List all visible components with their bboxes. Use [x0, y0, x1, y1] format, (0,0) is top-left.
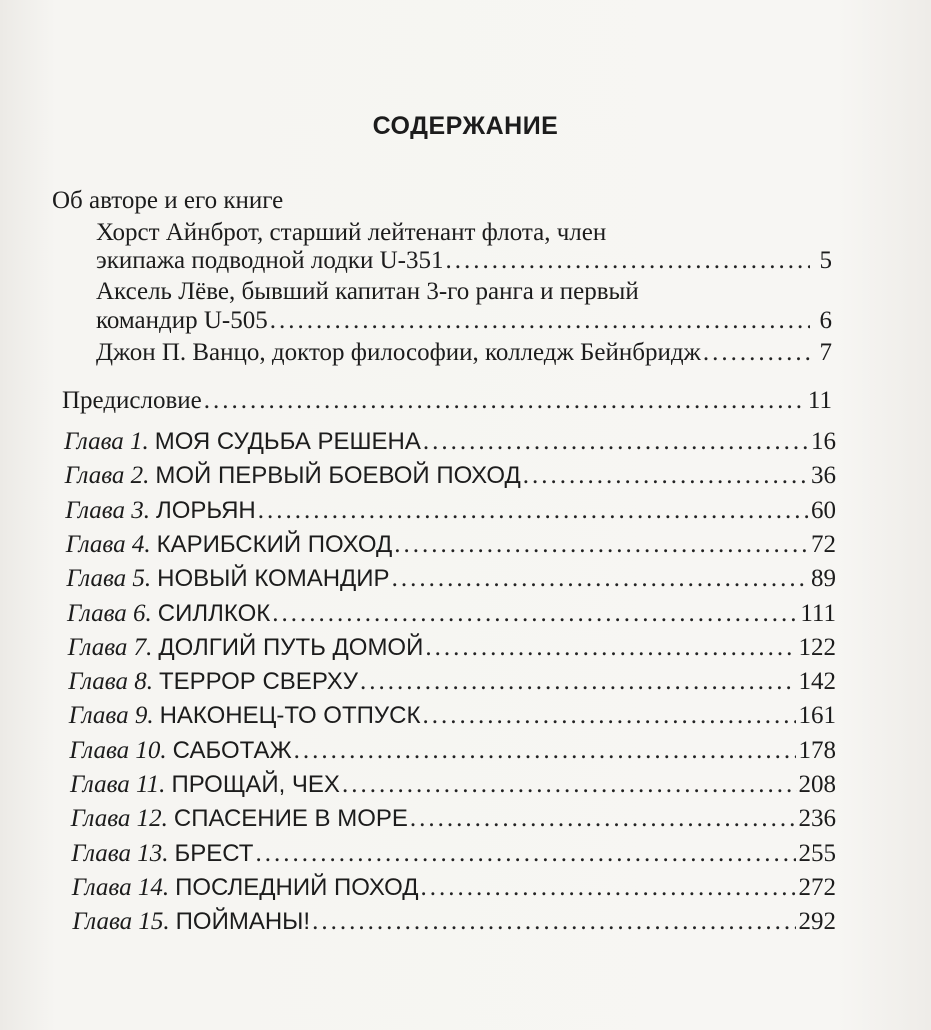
leader-dots	[703, 338, 810, 368]
chapter-title: НАКОНЕЦ-ТО ОТПУСК	[159, 702, 421, 730]
chapter-label: Глава 8.	[68, 668, 153, 696]
leader-dots	[258, 496, 809, 526]
chapter-label: Глава 6.	[67, 599, 152, 627]
about-entry-1-line1: Хорст Айнброт, старший лейтенант флота, член	[96, 219, 607, 246]
page-number: 142	[798, 668, 836, 696]
page-number: 178	[798, 736, 836, 764]
page-number: 36	[810, 462, 836, 490]
toc-row-chapter[interactable]	[69, 701, 836, 731]
leader-dots	[294, 736, 797, 766]
page-number: 111	[800, 599, 836, 627]
chapter-label: Глава 4.	[65, 530, 151, 558]
leader-dots	[410, 804, 797, 834]
leader-dots	[342, 770, 797, 800]
leader-dots	[312, 907, 796, 937]
leader-dots	[422, 701, 796, 731]
chapter-title: БРЕСТ	[174, 839, 254, 867]
chapter-title: ЛОРЬЯН	[155, 496, 256, 524]
leader-dots	[523, 461, 809, 491]
toc-row-chapter[interactable]	[72, 907, 836, 937]
leader-dots	[423, 427, 809, 457]
page-number: 11	[807, 387, 832, 414]
toc-row-chapter[interactable]	[65, 461, 836, 491]
toc-row-about-3[interactable]	[96, 338, 832, 368]
about-entry-2-line2: командир U-505	[96, 307, 268, 334]
leader-dots	[360, 667, 796, 697]
toc-row-chapter[interactable]	[67, 599, 836, 629]
chapter-label: Глава 13.	[71, 839, 169, 867]
toc-row-about-1[interactable]	[96, 246, 832, 276]
toc-row-chapter[interactable]	[69, 736, 836, 766]
chapter-label: Глава 5.	[66, 565, 152, 593]
chapter-label: Глава 14.	[71, 873, 170, 901]
chapter-title: КАРИБСКИЙ ПОХОД	[156, 530, 393, 558]
toc-row-about-2[interactable]	[96, 306, 832, 336]
toc-heading: СОДЕРЖАНИЕ	[372, 112, 559, 140]
toc-row-chapter[interactable]	[65, 496, 836, 526]
page-number: 16	[811, 428, 836, 455]
leader-dots	[255, 839, 796, 869]
about-entry-3-text: Джон П. Ванцо, доктор философии, колледж Бейнбридж	[96, 339, 701, 366]
chapter-label: Глава 3.	[65, 496, 150, 524]
page-number: 6	[819, 307, 832, 334]
about-entry-1-line2: экипажа подводной лодки U-351	[96, 247, 444, 274]
chapter-label: Глава 2.	[64, 462, 150, 490]
leader-dots	[270, 306, 810, 336]
leader-dots	[392, 564, 809, 594]
leader-dots	[394, 530, 809, 560]
preface-title: Предисловие	[62, 387, 202, 414]
toc-row-chapter[interactable]	[71, 839, 836, 869]
page-number: 272	[798, 873, 836, 901]
chapter-label: Глава 11.	[70, 771, 166, 798]
page-number: 89	[810, 565, 836, 593]
chapter-title: ПОЙМАНЫ!	[175, 908, 311, 936]
toc-row-chapter[interactable]	[68, 633, 836, 663]
page-number: 255	[798, 839, 836, 867]
chapter-label: Глава 10.	[69, 736, 167, 764]
chapter-title: ДОЛГИЙ ПУТЬ ДОМОЙ	[158, 633, 424, 661]
toc-row-chapter[interactable]	[71, 804, 836, 834]
chapter-title: ПРОЩАЙ, ЧЕХ	[171, 771, 340, 798]
leader-dots	[272, 599, 798, 629]
leader-dots	[204, 386, 806, 416]
toc-row-chapter[interactable]	[64, 427, 836, 457]
chapter-title: НОВЫЙ КОМАНДИР	[157, 565, 390, 593]
page-number: 292	[798, 908, 836, 936]
page-number: 122	[798, 633, 836, 661]
leader-dots	[425, 633, 796, 663]
chapter-label: Глава 15.	[72, 908, 170, 936]
chapter-title: МОЯ СУДЬБА РЕШЕНА	[154, 428, 421, 455]
page-number: 208	[798, 771, 836, 798]
about-author-title: Об авторе и его книге	[52, 187, 284, 214]
toc-row-chapter[interactable]	[66, 564, 836, 594]
chapter-title: СПАСЕНИЕ В МОРЕ	[173, 805, 408, 833]
chapter-title: СИЛЛКОК	[157, 599, 271, 627]
page-number: 72	[810, 530, 836, 558]
chapter-title: САБОТАЖ	[172, 736, 292, 764]
chapter-title: МОЙ ПЕРВЫЙ БОЕВОЙ ПОХОД	[155, 462, 521, 490]
chapter-label: Глава 1.	[64, 428, 149, 455]
leader-dots	[446, 246, 811, 276]
chapter-label: Глава 7.	[67, 633, 153, 661]
toc-row-chapter[interactable]	[66, 530, 836, 560]
chapter-title: ПОСЛЕДНИЙ ПОХОД	[175, 873, 419, 901]
toc-row-preface[interactable]	[62, 386, 832, 416]
leader-dots	[421, 873, 797, 903]
about-entry-2-line1: Аксель Лёве, бывший капитан 3-го ранга и первый	[96, 278, 639, 305]
toc-row-chapter[interactable]	[70, 770, 836, 800]
toc-row-chapter[interactable]	[72, 873, 836, 903]
page-number: 7	[819, 339, 832, 366]
chapter-label: Глава 9.	[68, 702, 154, 730]
page-number: 5	[819, 247, 832, 274]
page-number: 161	[798, 702, 836, 730]
chapter-title: ТЕРРОР СВЕРХУ	[158, 668, 358, 696]
page-number: 236	[798, 805, 836, 833]
toc-row-chapter[interactable]	[68, 667, 836, 697]
chapter-label: Глава 12.	[70, 805, 168, 833]
page-number: 60	[810, 496, 836, 524]
